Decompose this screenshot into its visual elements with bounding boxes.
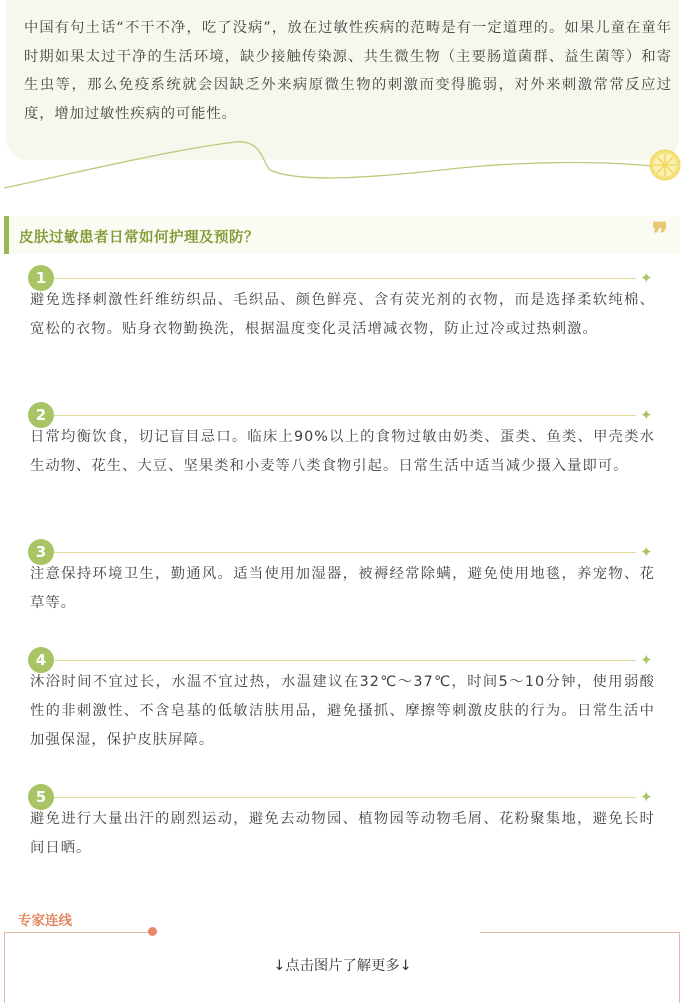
intro-paragraph: 中国有句土话“不干不净，吃了没病”，放在过敏性疾病的范畴是有一定道理的。如果儿童在童年时期如果太过干净的生活环境，缺少接触传染源、共生微生物（主要肠道菌群、益生菌等）和寄生虫等，那么免疫系统就会因缺乏外来病原微生物的刺激而变得脆弱，对外来刺激常常反应过度，增加过敏性疾病的可能性。 (24, 20, 672, 122)
tip-divider (54, 415, 636, 416)
more-info-link[interactable]: ↓点击图片了解更多↓ (273, 958, 412, 974)
tip-text: 沐浴时间不宜过长，水温不宜过热，水温建议在32℃～37℃，时间5～10分钟，使用弱酸性的非刺激性、不含皂基的低敏洁肤用品，避免搔抓、摩擦等刺激皮肤的行为。日常生活中加强保湿，保护皮肤屏障。 (30, 674, 655, 748)
expert-section-title: 专家连线 (18, 913, 72, 929)
expert-frame-gap (157, 930, 480, 934)
tip-text: 避免进行大量出汗的剧烈运动，避免去动物园、植物园等动物毛屑、花粉聚集地，避免长时间日晒。 (30, 811, 655, 856)
tip-item-5 (0, 784, 685, 856)
section-title: 皮肤过敏患者日常如何护理及预防？ (19, 230, 259, 246)
tip-divider (54, 278, 636, 279)
tip-number-badge: 5 (28, 784, 54, 810)
tip-number-badge: 4 (28, 647, 54, 673)
expert-dot-icon (148, 927, 157, 936)
tip-divider (54, 552, 636, 553)
tip-item-1 (0, 265, 685, 337)
decorative-wave (0, 132, 685, 194)
sparkle-icon: ✦ (640, 651, 653, 669)
tip-text: 注意保持环境卫生，勤通风。适当使用加湿器，被褥经常除螨，避免使用地毯，养宠物、花草等。 (30, 566, 655, 611)
tip-item-2 (0, 402, 685, 474)
tip-text: 避免选择刺激性纤维纺织品、毛织品、颜色鲜亮、含有荧光剂的衣物，而是选择柔软纯棉、宽松的衣物。贴身衣物勤换洗，根据温度变化灵活增减衣物，防止过冷或过热刺激。 (30, 292, 655, 337)
tip-number-badge: 3 (28, 539, 54, 565)
sparkle-icon: ✦ (640, 543, 653, 561)
sparkle-icon: ✦ (640, 269, 653, 287)
tip-divider (54, 660, 636, 661)
tip-number-badge: 1 (28, 265, 54, 291)
tip-item-4 (0, 647, 685, 748)
sparkle-icon: ✦ (640, 788, 653, 806)
sparkle-icon: ✦ (640, 406, 653, 424)
quote-mark-icon: ❞ (651, 217, 668, 252)
wave-line (4, 142, 652, 188)
section-header (4, 216, 680, 254)
tip-item-3 (0, 539, 685, 611)
tip-number-badge: 2 (28, 402, 54, 428)
section-accent-bar (4, 216, 9, 254)
lemon-slice-icon (650, 150, 680, 180)
tip-divider (54, 797, 636, 798)
tip-text: 日常均衡饮食，切记盲目忌口。临床上90%以上的食物过敏由奶类、蛋类、鱼类、甲壳类水生动物、花生、大豆、坚果类和小麦等八类食物引起。日常生活中适当减少摄入量即可。 (30, 429, 655, 474)
